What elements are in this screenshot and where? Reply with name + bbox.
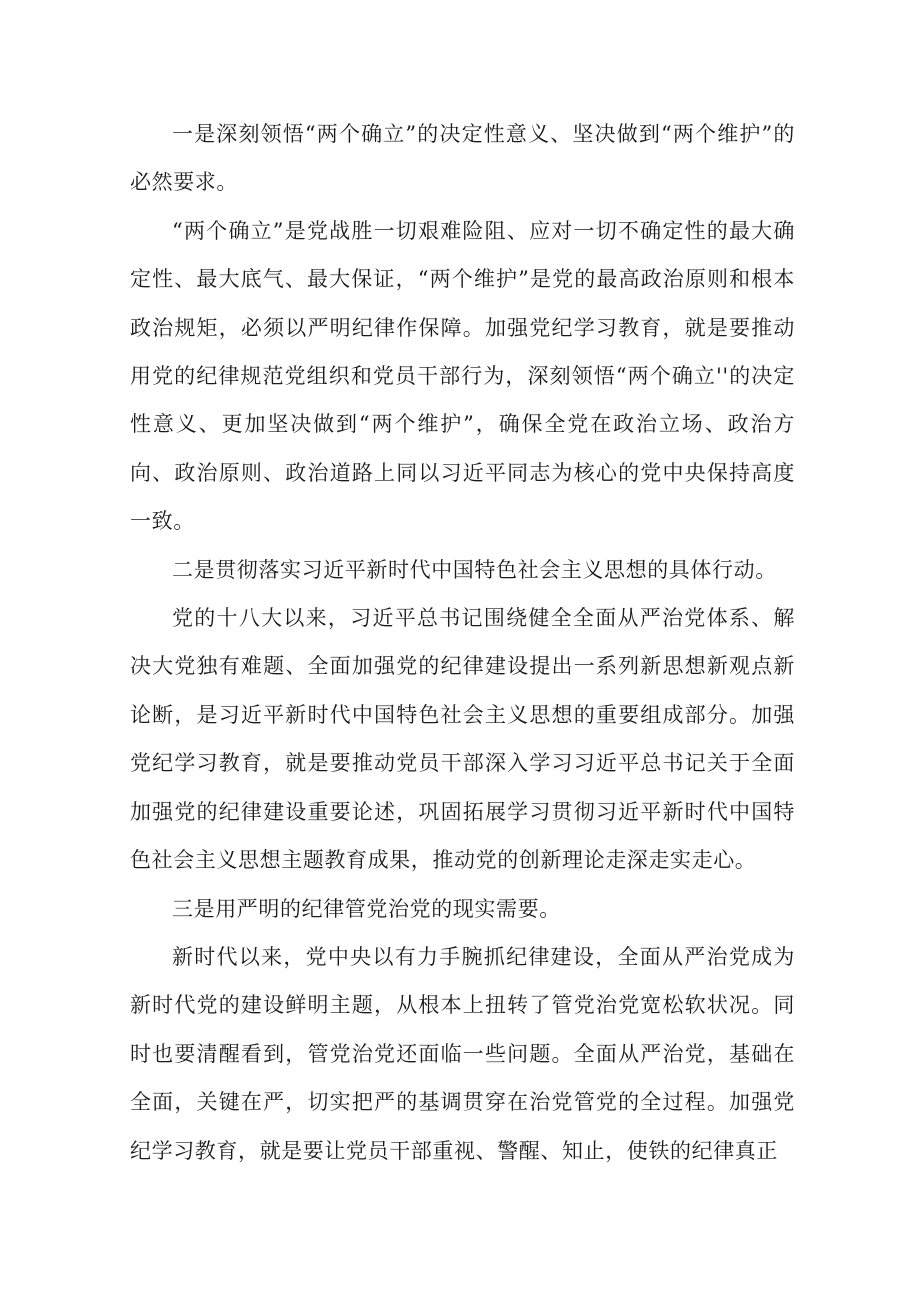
document-body [130, 110, 795, 1175]
paragraph-body-1: “两个确立”是党战胜一切艰难险阻、应对一切不确定性的最大确定性、最大底气、最大保证，“两个维护”是党的最高政治原则和根本政治规矩，必须以严明纪律作保障。加强党纪学习教育，就是要推动用党的纪律规范党组织和党员干部行为，深刻领悟“两个确立''的决定性意义、更加坚决做到“两个维护”，确保全党在政治立场、政治方向、政治原则、政治道路上同以习近平同志为核心的党中央保持高度一致。 [130, 218, 795, 534]
paragraph-body-3: 新时代以来，党中央以有力手腕抓纪律建设，全面从严治党成为新时代党的建设鲜明主题，从根本上扭转了管党治党宽松软状况。同时也要清醒看到，管党治党还面临一些问题。全面从严治党，基础在全面，关键在严，切实把严的基调贯穿在治党管党的全过程。加强党纪学习教育，就是要让党员干部重视、警醒、知止，使铁的纪律真正 [130, 944, 795, 1163]
paragraph-body-2: 党的十八大以来，习近平总书记围绕健全全面从严治党体系、解决大党独有难题、全面加强党的纪律建设提出一系列新思想新观点新论断，是习近平新时代中国特色社会主义思想的重要组成部分。加强党纪学习教育，就是要推动党员干部深入学习习近平总书记关于全面加强党的纪律建设重要论述，巩固拓展学习贯彻习近平新时代中国特色社会主义思想主题教育成果，推动党的创新理论走深走实走心。 [130, 606, 795, 873]
paragraph-heading-1: 一是深刻领悟“两个确立”的决定性意义、坚决做到“两个维护”的必然要求。 [130, 122, 795, 195]
paragraph-heading-3: 三是用严明的纪律管党治党的现实需要。 [172, 896, 561, 921]
paragraph-heading-2: 二是贯彻落实习近平新时代中国特色社会主义思想的具体行动。 [172, 557, 777, 582]
